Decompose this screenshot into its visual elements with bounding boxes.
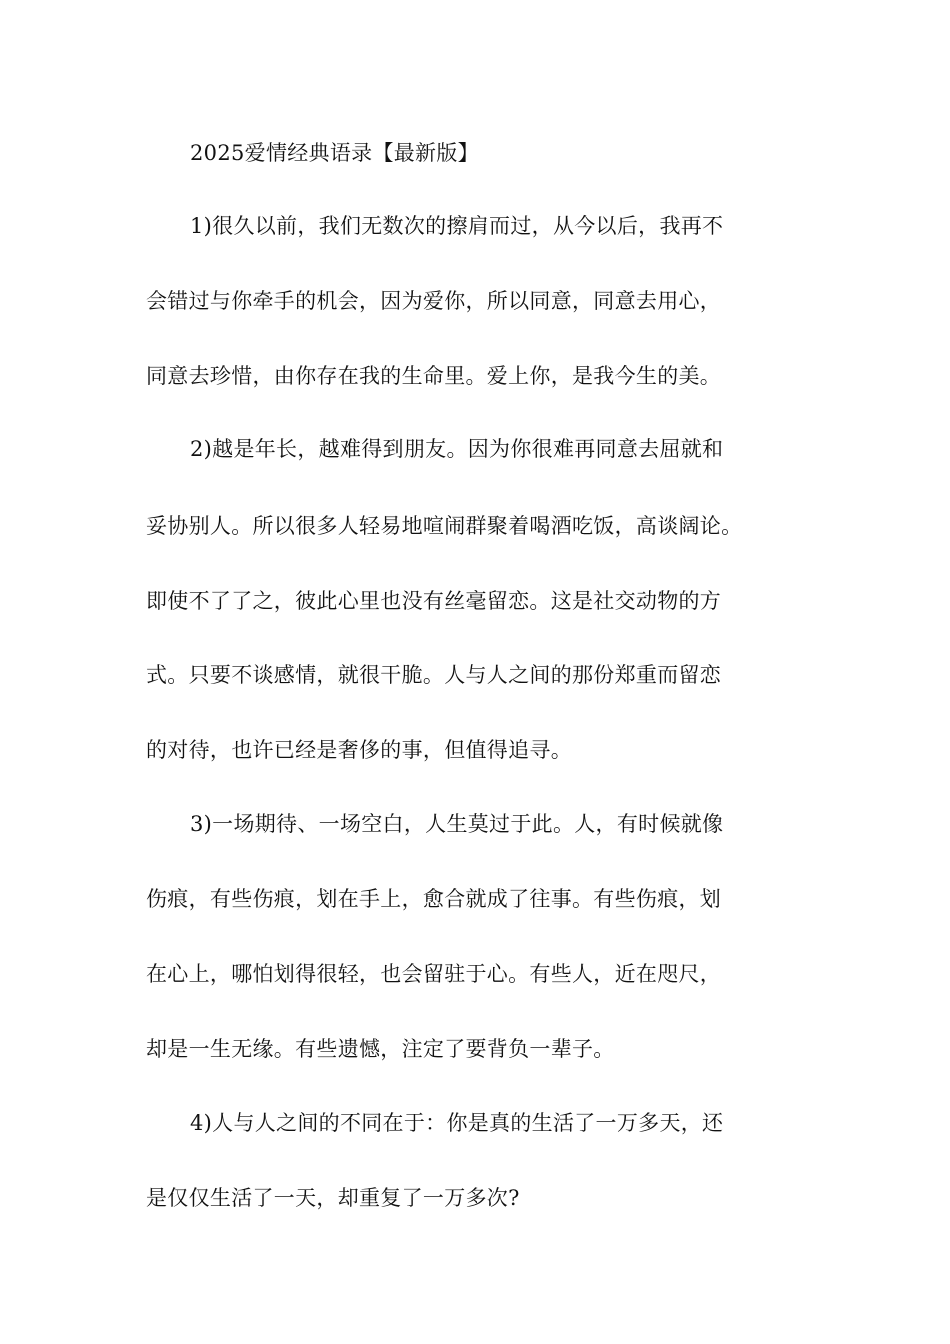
- paragraph-1-line-1: 1)很久以前，我们无数次的擦肩而过，从今以后，我再不: [190, 214, 724, 238]
- paragraph-1-line-2: 会错过与你牵手的机会，因为爱你，所以同意，同意去用心，: [146, 289, 722, 313]
- paragraph-3-line-2: 伤痕，有些伤痕，划在手上，愈合就成了往事。有些伤痕，划: [146, 887, 722, 911]
- paragraph-2-line-4: 式。只要不谈感情，就很干脆。人与人之间的那份郑重而留恋: [146, 663, 722, 687]
- paragraph-2-line-3: 即使不了了之，彼此心里也没有丝毫留恋。这是社交动物的方: [146, 589, 722, 613]
- paragraph-4-line-1: 4)人与人之间的不同在于：你是真的生活了一万多天，还: [190, 1111, 724, 1135]
- paragraph-2-line-5: 的对待，也许已经是奢侈的事，但值得追寻。: [146, 738, 572, 762]
- paragraph-3-line-3: 在心上，哪怕划得很轻，也会留驻于心。有些人，近在咫尺，: [146, 962, 722, 986]
- paragraph-1-line-3: 同意去珍惜，由你存在我的生命里。爱上你，是我今生的美。: [146, 364, 722, 388]
- document-title: 2025爱情经典语录【最新版】: [190, 141, 479, 165]
- paragraph-3-line-1: 3)一场期待、一场空白，人生莫过于此。人，有时候就像: [190, 812, 724, 836]
- paragraph-4-line-2: 是仅仅生活了一天，却重复了一万多次?: [146, 1186, 520, 1210]
- paragraph-2-line-1: 2)越是年长，越难得到朋友。因为你很难再同意去屈就和: [190, 437, 724, 461]
- paragraph-3-line-4: 却是一生无缘。有些遗憾，注定了要背负一辈子。: [146, 1037, 615, 1061]
- paragraph-2-line-2: 妥协别人。所以很多人轻易地喧闹群聚着喝酒吃饭，高谈阔论。: [146, 514, 743, 538]
